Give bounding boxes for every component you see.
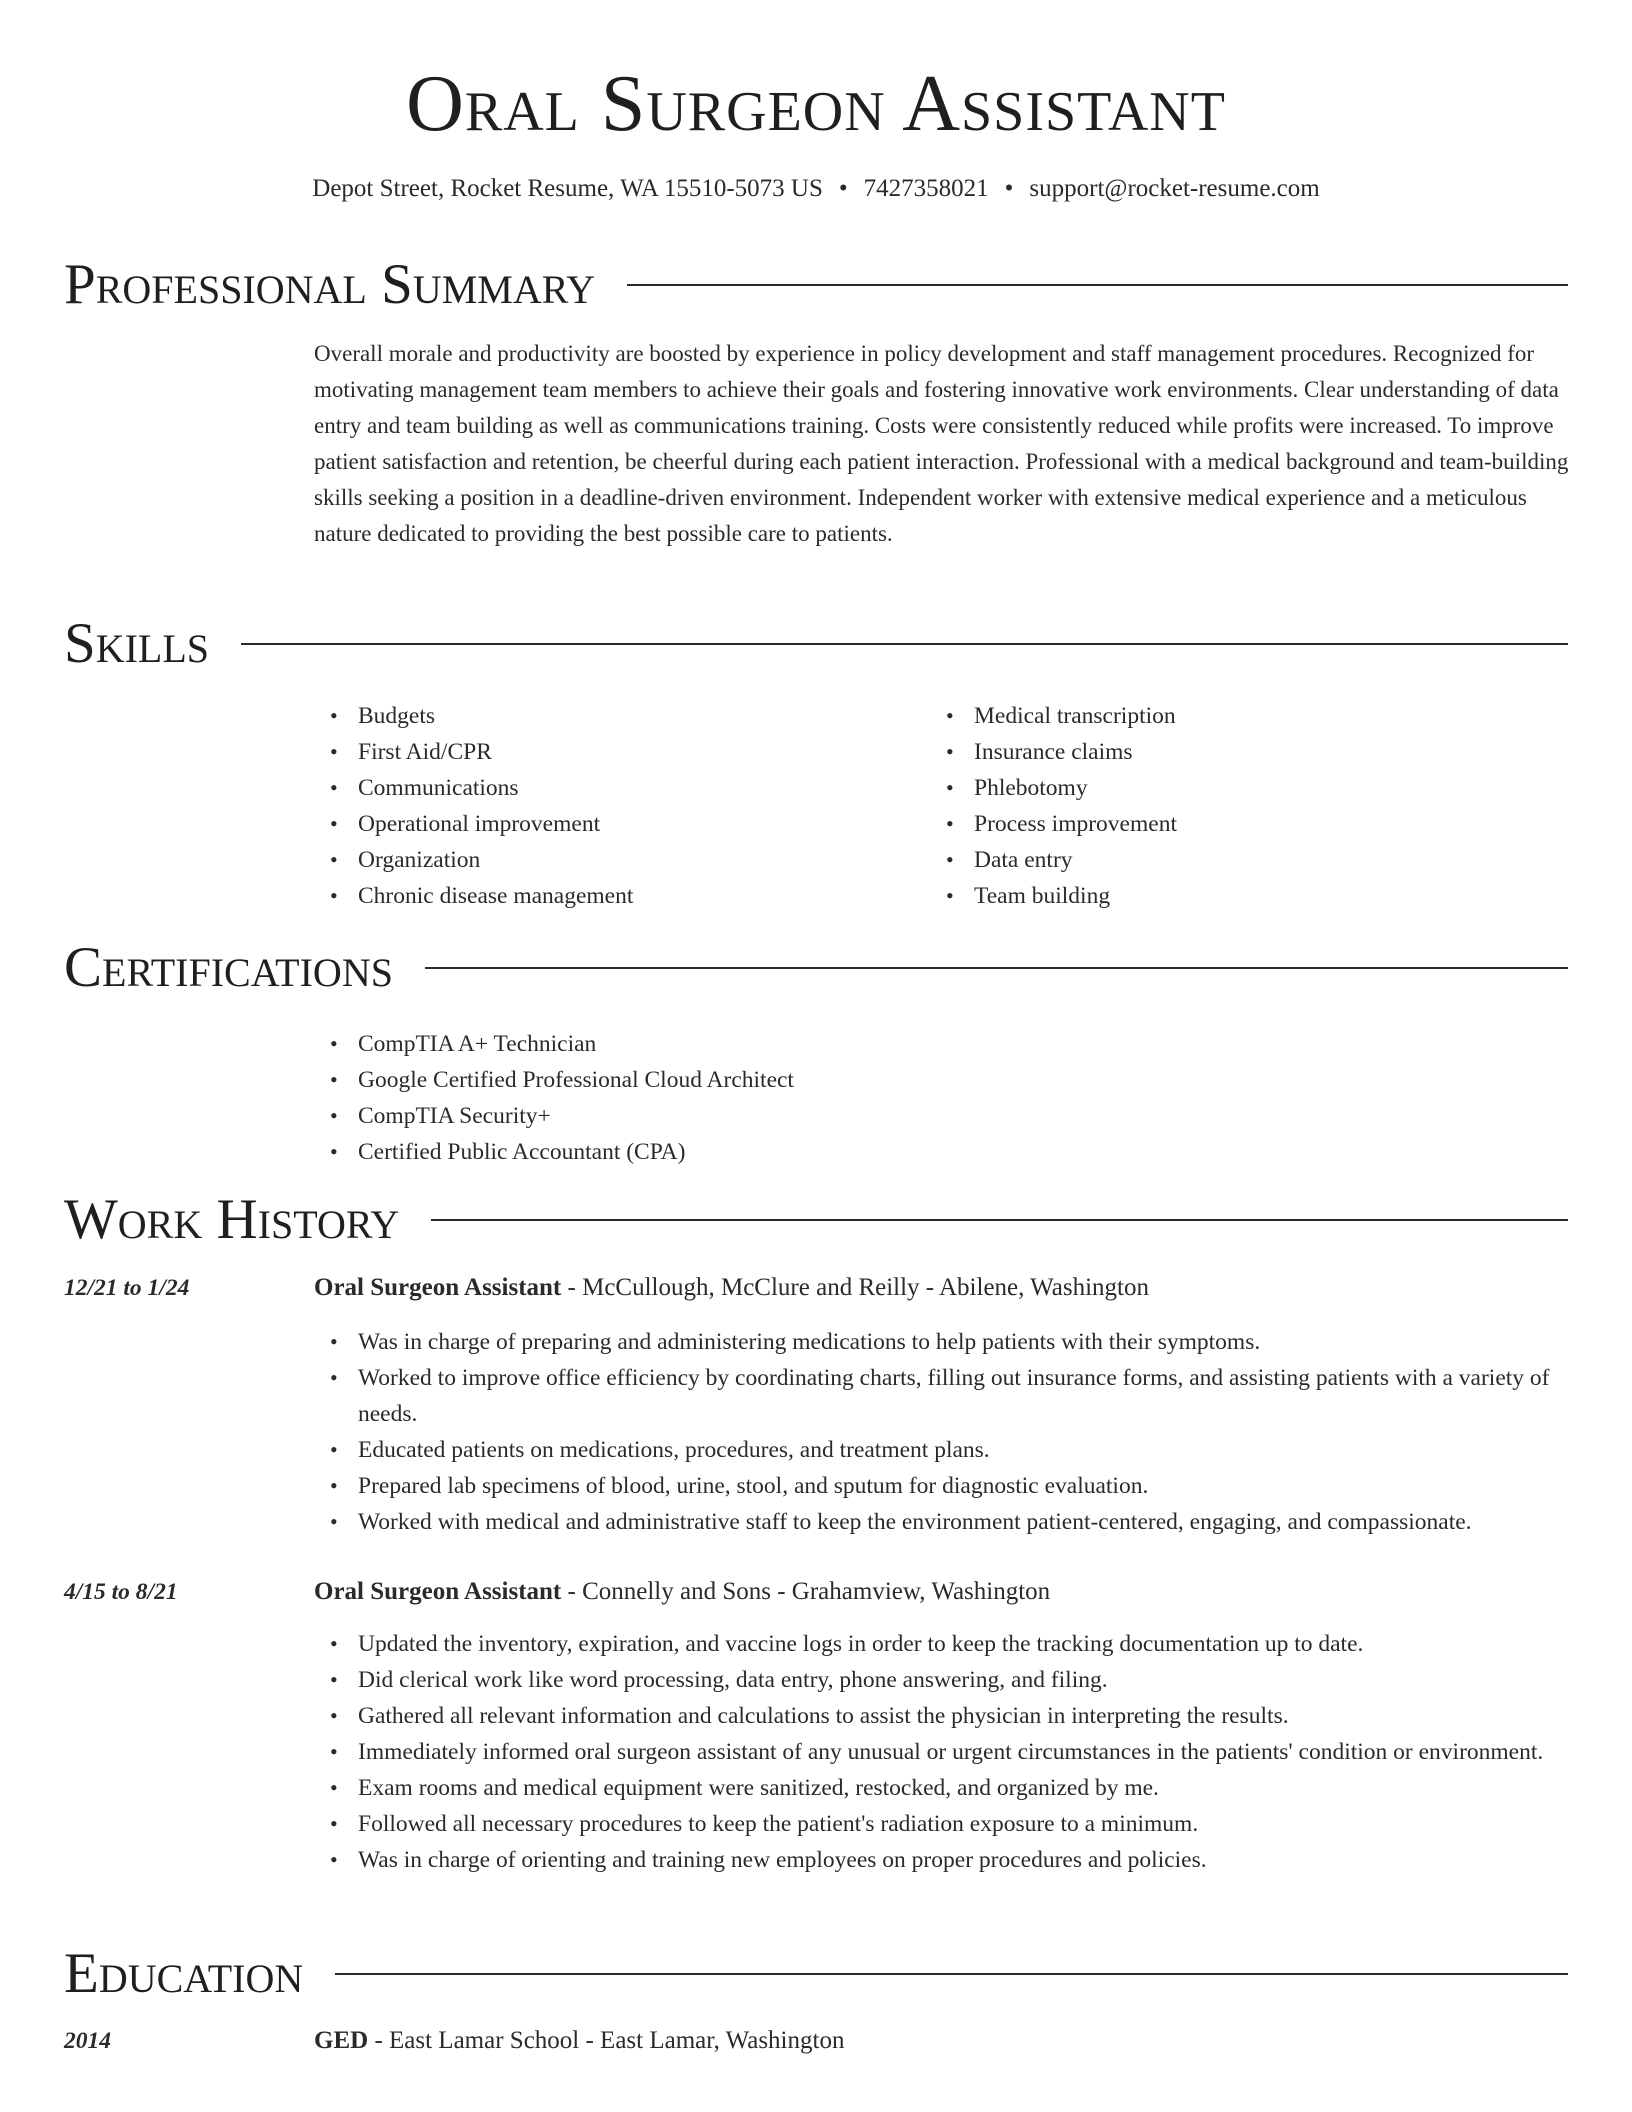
contact-line — [0, 172, 1632, 206]
phone-text: 7427358021 — [863, 175, 989, 202]
certification-item: • CompTIA Security+ — [314, 1098, 1564, 1134]
job-duty-item: • Gathered all relevant information and calculations to assist the physician in interpreting the results. — [314, 1698, 1574, 1734]
section-divider — [425, 967, 1568, 969]
section-title-work-history: Work History — [64, 1188, 400, 1251]
section-title-certifications: Certifications — [64, 936, 393, 999]
job-duties-list — [314, 1324, 1574, 1540]
job-duty-item: • Was in charge of preparing and administering medications to help patients with their symptoms. — [314, 1324, 1574, 1360]
summary-text: Overall morale and productivity are boosted by experience in policy development and staff management procedures. Recognized for motivating management team members to achieve their goals and fostering innovative work environments. Clear understanding of data entry and team building as well as communications training. Costs were consistently reduced while profits were increased. To improve patient satisfaction and retention, be cheerful during each patient interaction. Professional with a medical background and team-building skills seeking a position in a deadline-driven environment. Independent worker with extensive medical experience and a meticulous nature dedicated to providing the best possible care to patients. — [314, 341, 1569, 546]
job-duty-item: • Was in charge of orienting and training new employees on proper procedures and policies. — [314, 1842, 1574, 1878]
job-dates: 4/15 to 8/21 — [64, 1579, 178, 1605]
job-duty-item: • Updated the inventory, expiration, and vaccine logs in order to keep the tracking documentation up to date. — [314, 1626, 1574, 1662]
contact-separator: • — [1004, 175, 1014, 202]
skill-item: • Process improvement — [930, 806, 1550, 842]
skill-item: • First Aid/CPR — [314, 734, 914, 770]
skill-item: • Insurance claims — [930, 734, 1550, 770]
skill-item: • Chronic disease management — [314, 878, 914, 914]
certification-item: • Google Certified Professional Cloud Architect — [314, 1062, 1564, 1098]
section-divider — [431, 1219, 1568, 1221]
certification-item: • Certified Public Accountant (CPA) — [314, 1134, 1564, 1170]
skill-item: • Medical transcription — [930, 698, 1550, 734]
job-duty-item: • Exam rooms and medical equipment were sanitized, restocked, and organized by me. — [314, 1770, 1574, 1806]
skill-item: • Communications — [314, 770, 914, 806]
certification-item: • CompTIA A+ Technician — [314, 1026, 1564, 1062]
email-link[interactable]: support@rocket-resume.com — [1029, 175, 1320, 202]
job-duty-item: • Followed all necessary procedures to keep the patient's radiation exposure to a minimum. — [314, 1806, 1574, 1842]
skills-list-left — [314, 698, 914, 914]
job-duty-item: • Worked with medical and administrative staff to keep the environment patient-centered, engaging, and compassionate. — [314, 1504, 1574, 1540]
education-year: 2014 — [64, 2028, 111, 2054]
job-dates: 12/21 to 1/24 — [64, 1275, 190, 1301]
education-entry — [314, 2023, 1568, 2059]
certifications-heading — [64, 936, 1568, 1000]
section-title-summary: Professional Summary — [64, 253, 596, 316]
section-title-education: Education — [64, 1942, 304, 2005]
skill-item: • Operational improvement — [314, 806, 914, 842]
skills-heading — [64, 612, 1568, 676]
education-heading — [64, 1942, 1568, 2006]
page-title: Oral Surgeon Assistant — [406, 60, 1226, 148]
job-title: Oral Surgeon Assistant — [314, 1578, 562, 1605]
job-duty-item: • Worked to improve office efficiency by coordinating charts, filling out insurance forms, and assisting patients with a variety of needs. — [314, 1360, 1574, 1432]
contact-separator: • — [838, 175, 848, 202]
job-duty-item: • Prepared lab specimens of blood, urine, stool, and sputum for diagnostic evaluation. — [314, 1468, 1574, 1504]
address-text: Depot Street, Rocket Resume, WA 15510-5073 US — [312, 175, 823, 202]
skill-item: • Data entry — [930, 842, 1550, 878]
section-divider — [335, 1973, 1568, 1975]
section-divider — [241, 643, 1568, 645]
job-employer: - McCullough, McClure and Reilly - Abilene, Washington — [561, 1274, 1149, 1301]
summary-heading — [64, 253, 1568, 317]
job-employer: - Connelly and Sons - Grahamview, Washington — [561, 1578, 1051, 1605]
skill-item: • Phlebotomy — [930, 770, 1550, 806]
skill-item: • Budgets — [314, 698, 914, 734]
job-duty-item: • Educated patients on medications, procedures, and treatment plans. — [314, 1432, 1574, 1468]
school-detail: - East Lamar School - East Lamar, Washington — [368, 2027, 845, 2054]
certifications-list — [314, 1026, 1564, 1170]
skill-item: • Team building — [930, 878, 1550, 914]
degree-title: GED — [314, 2027, 369, 2054]
job-heading — [314, 1574, 1568, 1610]
section-divider — [627, 284, 1568, 286]
skill-item: • Organization — [314, 842, 914, 878]
job-duties-list — [314, 1626, 1574, 1878]
skills-list-right — [930, 698, 1550, 914]
job-duty-item: • Did clerical work like word processing, data entry, phone answering, and filing. — [314, 1662, 1574, 1698]
section-title-skills: Skills — [64, 612, 210, 675]
job-heading — [314, 1270, 1568, 1306]
job-duty-item: • Immediately informed oral surgeon assistant of any unusual or urgent circumstances in the patients' condition or environment. — [314, 1734, 1574, 1770]
job-title: Oral Surgeon Assistant — [314, 1274, 562, 1301]
work-history-heading — [64, 1188, 1568, 1252]
